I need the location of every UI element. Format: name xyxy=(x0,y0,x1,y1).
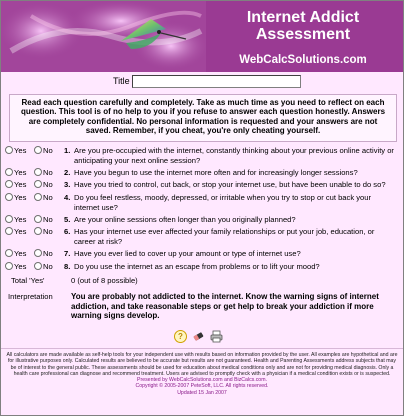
question-text: Are your online sessions often longer than you originally planned? xyxy=(74,215,296,224)
interpretation-label: Interpretation xyxy=(8,292,53,301)
footer-divider xyxy=(1,348,403,349)
no-label: No xyxy=(43,180,53,189)
radio-no[interactable] xyxy=(34,215,42,223)
question-text: Are you pre-occupied with the internet, constantly thinking about your previous online activity or anticipating your next online session? xyxy=(74,146,394,165)
site-name: WebCalcSolutions.com xyxy=(239,54,367,66)
question-text: Do you feel restless, moody, depressed, or irritable when you try to stop or cut back your internet use? xyxy=(74,193,371,212)
no-label: No xyxy=(43,262,53,271)
radio-no[interactable] xyxy=(34,180,42,188)
instructions-box: Read each question carefully and completely. Take as much time as you need to reflect on each question. This tool is of no help to you if you refuse to answer each question honestly. Answers are completely confidential. No personal information is requested and your answers are not saved. Remember, if you cheat, you're only cheating yourself. xyxy=(9,94,397,142)
eraser-icon[interactable] xyxy=(192,330,205,343)
radio-yes[interactable] xyxy=(5,168,13,176)
question-number: 8. xyxy=(64,262,71,271)
footer-disclaimer: All calculators are made available as self-help tools for your independent use with results based on information provided by the user. All examples are hypothetical and are for illustrative purposes only. Calculated results are believed to be accurate but results are not guaranteed. Health and Parenting Assessments address subjects that may be of interest to the general public. These assessments should be used for education about medical conditions only and are not for providing medical diagnosis. Only a health care professional can diagnose and recommend treatment. Users are advised to promptly check with a physician if a medical condition exists or is suspected. xyxy=(6,352,398,377)
footer-copyright: Copyright © 2005-2007 PeteSoft, LLC. All rights reserved. xyxy=(135,383,269,390)
total-yes-label: Total 'Yes' xyxy=(11,276,45,285)
app-title xyxy=(207,9,399,43)
header-banner xyxy=(1,1,403,72)
no-label: No xyxy=(43,168,53,177)
app-title-line1: Internet Addict xyxy=(246,9,360,26)
title-input[interactable] xyxy=(132,75,301,88)
footer-updated: Updated 15 Jan 2007 xyxy=(177,389,227,396)
footer xyxy=(5,352,399,396)
yes-label: Yes xyxy=(14,249,27,258)
radio-yes[interactable] xyxy=(5,249,13,257)
yes-label: Yes xyxy=(14,227,27,236)
radio-no[interactable] xyxy=(34,249,42,257)
answer-options xyxy=(5,227,63,237)
hummingbird-art xyxy=(1,1,206,72)
no-label: No xyxy=(43,146,53,155)
footer-presented-by[interactable]: Presented by WebCalcSolutions.com and BizCalcs.com. xyxy=(137,377,267,384)
answer-options xyxy=(5,168,63,178)
question-text: Has your internet use ever affected your family relationships or put your job, education, or career at risk? xyxy=(74,227,375,246)
radio-no[interactable] xyxy=(34,193,42,201)
app-title-line2: Assessment xyxy=(255,26,351,43)
no-label: No xyxy=(43,215,53,224)
answer-options xyxy=(5,193,63,203)
radio-no[interactable] xyxy=(34,168,42,176)
answer-options xyxy=(5,180,63,190)
no-label: No xyxy=(43,193,53,202)
radio-yes[interactable] xyxy=(5,146,13,154)
radio-no[interactable] xyxy=(34,262,42,270)
yes-label: Yes xyxy=(14,168,27,177)
yes-label: Yes xyxy=(14,180,27,189)
no-label: No xyxy=(43,249,53,258)
answer-options xyxy=(5,262,63,272)
question-number: 7. xyxy=(64,249,71,258)
radio-no[interactable] xyxy=(34,227,42,235)
title-label: Title xyxy=(113,76,130,86)
answer-options xyxy=(5,215,63,225)
no-label: No xyxy=(43,227,53,236)
yes-label: Yes xyxy=(14,262,27,271)
answer-options xyxy=(5,146,63,156)
toolbar xyxy=(174,330,234,344)
radio-yes[interactable] xyxy=(5,215,13,223)
question-number: 3. xyxy=(64,180,71,189)
print-icon[interactable] xyxy=(210,330,223,343)
question-number: 1. xyxy=(64,146,71,155)
question-text: Have you begun to use the internet more often and for increasingly longer sessions? xyxy=(74,168,358,177)
radio-yes[interactable] xyxy=(5,262,13,270)
yes-label: Yes xyxy=(14,146,27,155)
title-row xyxy=(1,74,403,90)
yes-label: Yes xyxy=(14,193,27,202)
interpretation-text: You are probably not addicted to the internet. Know the warning signs of internet addiction, and take reasonable steps or get help to break your addiction if more warning signs develop. xyxy=(71,292,379,320)
radio-no[interactable] xyxy=(34,146,42,154)
question-number: 5. xyxy=(64,215,71,224)
radio-yes[interactable] xyxy=(5,227,13,235)
radio-yes[interactable] xyxy=(5,193,13,201)
question-number: 6. xyxy=(64,227,71,236)
question-text: Do you use the internet as an escape from problems or to lift your mood? xyxy=(74,262,320,271)
yes-label: Yes xyxy=(14,215,27,224)
question-text: Have you ever lied to cover up your amount or type of internet use? xyxy=(74,249,301,258)
answer-options xyxy=(5,249,63,259)
radio-yes[interactable] xyxy=(5,180,13,188)
total-yes-value: 0 (out of 8 possible) xyxy=(71,276,138,285)
question-text: Have you tried to control, cut back, or stop your internet use, but have been unable to do so? xyxy=(74,180,386,189)
question-number: 2. xyxy=(64,168,71,177)
help-icon[interactable]: ? xyxy=(174,330,187,343)
question-number: 4. xyxy=(64,193,71,202)
